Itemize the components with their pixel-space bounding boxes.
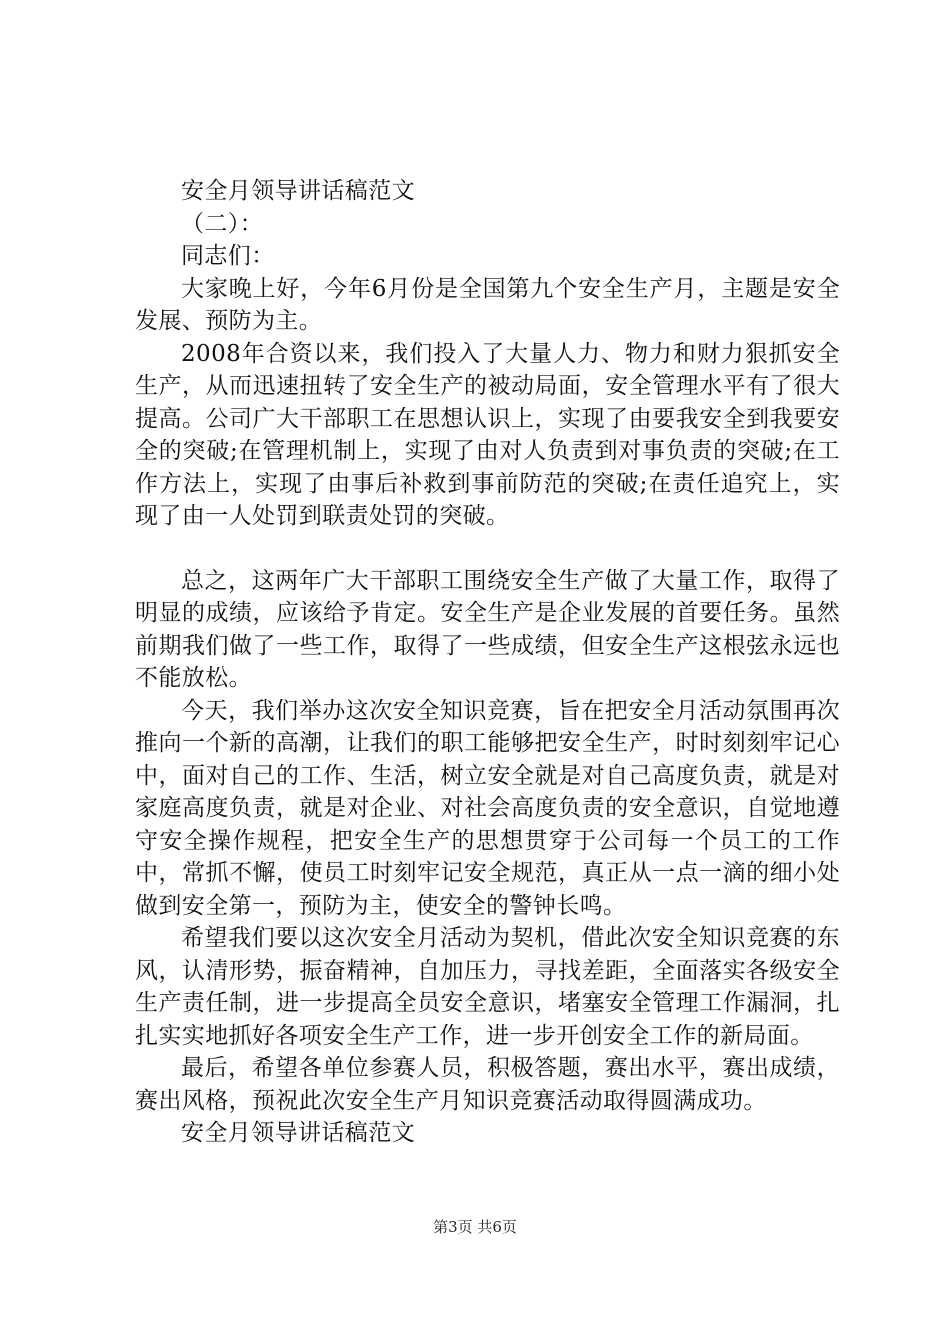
paragraph-summary: 总之，这两年广大干部职工围绕安全生产做了大量工作，取得了明显的成绩，应该给予肯定。安全生产是企业发展的首要任务。虽然前期我们做了一些工作，取得了一些成绩，但安全生产这根弦永远也不能放松。 bbox=[135, 567, 840, 691]
next-section-title: 安全月领导讲话稿范文 bbox=[181, 1120, 415, 1146]
paragraph-closing: 最后，希望各单位参赛人员，积极答题，赛出水平，赛出成绩，赛出风格，预祝此次安全生产月知识竞赛活动取得圆满成功。 bbox=[135, 1055, 840, 1114]
page-number-footer: 第3页 共6页 bbox=[433, 1218, 517, 1236]
paragraph-competition: 今天，我们举办这次安全知识竞赛，旨在把安全月活动氛围再次推向一个新的高潮，让我们的职工能够把安全生产，时时刻刻牢记心中，面对自己的工作、生活，树立安全就是对自己高度负责，就是对家庭高度负责，就是对企业、对社会高度负责的安全意识，自觉地遵守安全操作规程，把安全生产的思想贯穿于公司每一个员工的工作中，常抓不懈，使员工时刻牢记安全规范，真正从一点一滴的细小处做到安全第一，预防为主，使安全的警钟长鸣。 bbox=[135, 697, 840, 919]
paragraph-hope: 希望我们要以这次安全月活动为契机，借此次安全知识竞赛的东风，认清形势，振奋精神，自加压力，寻找差距，全面落实各级安全生产责任制，进一步提高全员安全意识，堵塞安全管理工作漏洞，扎扎实实地抓好各项安全生产工作，进一步开创安全工作的新局面。 bbox=[135, 925, 840, 1049]
paragraph-achievements: 2008年合资以来，我们投入了大量人力、物力和财力狠抓安全生产，从而迅速扭转了安全生产的被动局面，安全管理水平有了很大提高。公司广大干部职工在思想认识上，实现了由要我安全到我要安全的突破;在管理机制上，实现了由对人负责到对事负责的突破;在工作方法上，实现了由事后补救到事前防范的突破;在责任追究上，实现了由一人处罚到联责处罚的突破。 bbox=[135, 340, 840, 529]
salutation: 同志们： bbox=[181, 243, 275, 269]
document-body bbox=[135, 175, 840, 1150]
paragraph-greeting: 大家晚上好，今年6月份是全国第九个安全生产月，主题是安全发展、预防为主。 bbox=[135, 275, 840, 334]
document-title: 安全月领导讲话稿范文 bbox=[181, 178, 415, 204]
section-label: （二）： bbox=[181, 210, 264, 237]
